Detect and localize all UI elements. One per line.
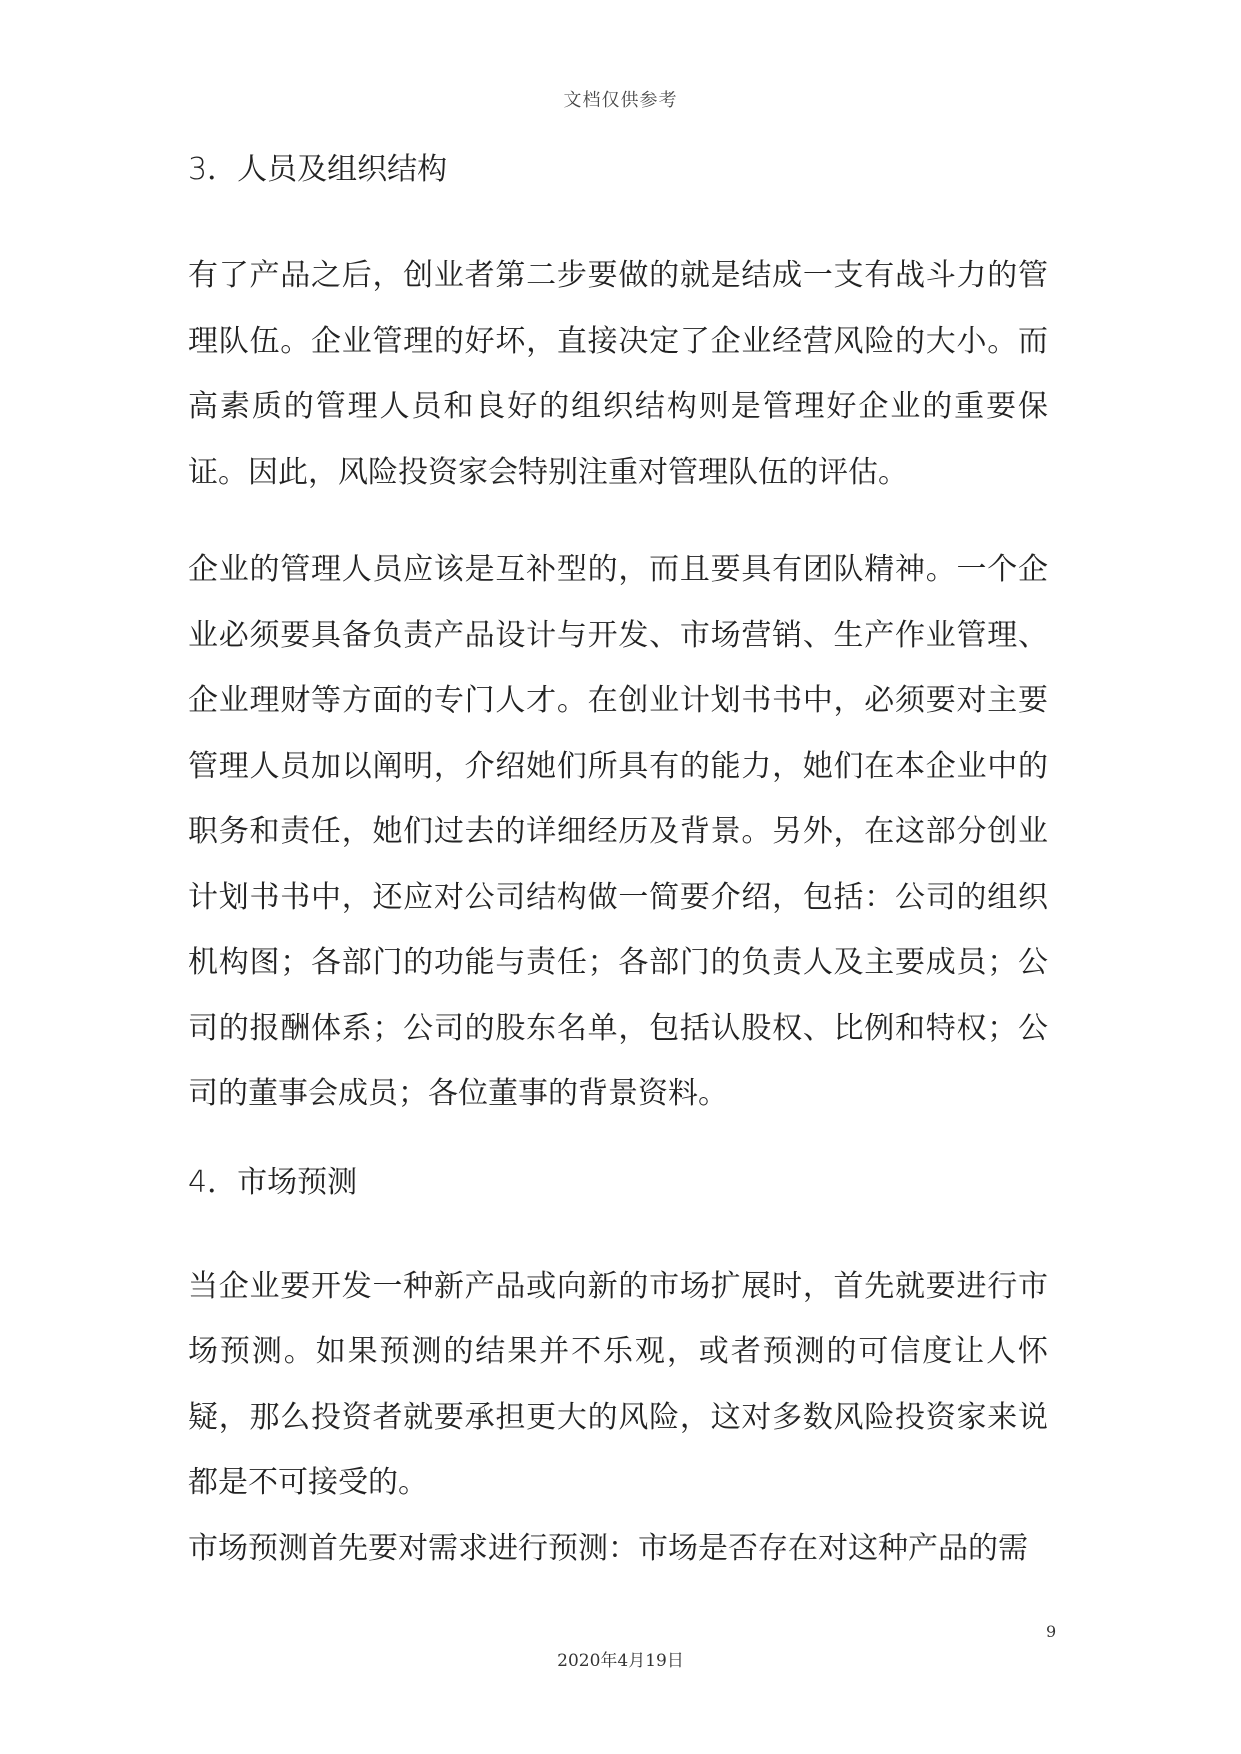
document-body (188, 150, 1048, 1581)
paragraph-management-team: 有了产品之后，创业者第二步要做的就是结成一支有战斗力的管理队伍。企业管理的好坏，直接决定了企业经营风险的大小。而高素质的管理人员和良好的组织结构则是管理好企业的重要保证。因此，风险投资家会特别注重对管理队伍的评估。 (188, 258, 1048, 490)
footer-date: 2020年4月19日 (557, 1651, 684, 1671)
paragraph-market-forecast: 当企业要开发一种新产品或向新的市场扩展时，首先就要进行市场预测。如果预测的结果并不乐观，或者预测的可信度让人怀疑，那么投资者就要承担更大的风险，这对多数风险投资家来说都是不可接受的。 (188, 1268, 1048, 1500)
page-header: 文档仅供参考 (563, 90, 678, 111)
paragraph-organization-structure: 企业的管理人员应该是互补型的，而且要具有团队精神。一个企业必须要具备负责产品设计与开发、市场营销、生产作业管理、企业理财等方面的专门人才。在创业计划书书中，必须要对主要管理人员加以阐明，介绍她们所具有的能力，她们在本企业中的职务和责任，她们过去的详细经历及背景。另外，在这部分创业计划书书中，还应对公司结构做一简要介绍，包括：公司的组织机构图；各部门的功能与责任；各部门的负责人及主要成员；公司的报酬体系；公司的股东名单，包括认股权、比例和特权；公司的董事会成员；各位董事的背景资料。 (188, 552, 1048, 1111)
paragraph-demand-forecast: 市场预测首先要对需求进行预测：市场是否存在对这种产品的需 (188, 1530, 1028, 1566)
section-heading-4: 4．市场预测 (188, 1164, 358, 1200)
section-heading-3: 3．人员及组织结构 (188, 152, 448, 187)
page-number: 9 (1046, 1622, 1057, 1641)
